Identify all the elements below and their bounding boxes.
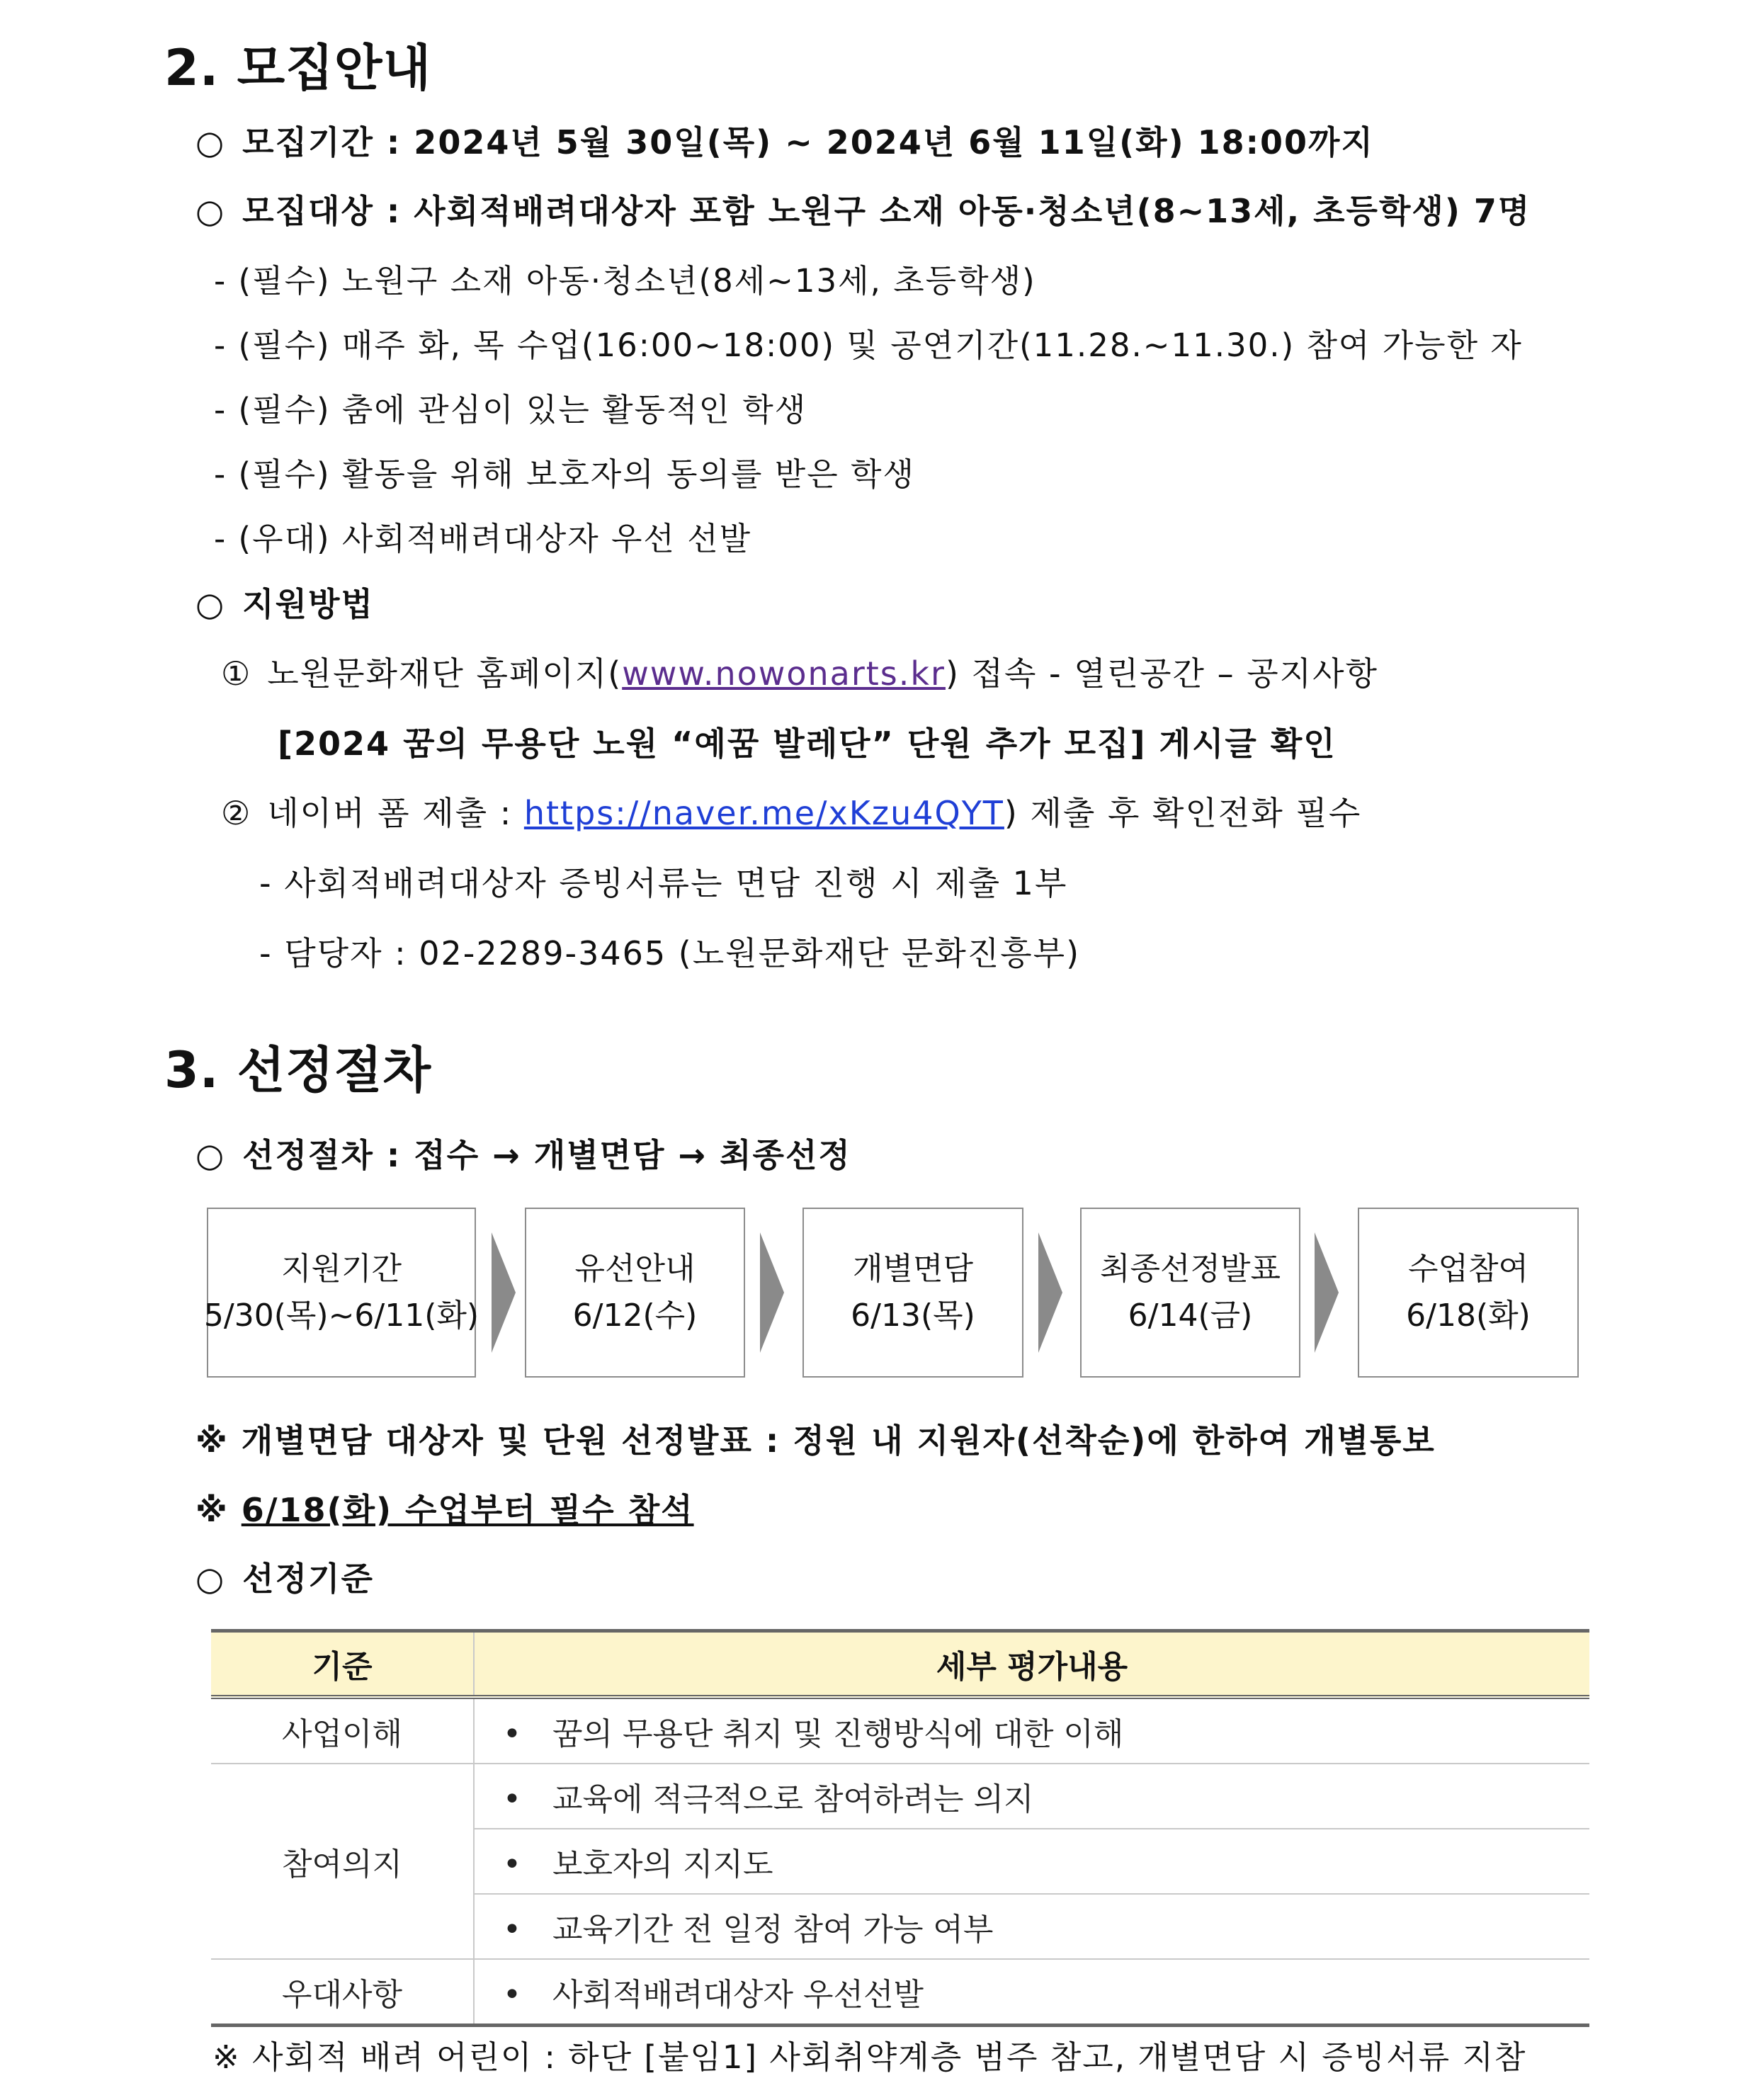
selection-criteria [195,1553,374,1600]
apply-step-1: ① 노원문화재단 홈페이지(www.nowonarts.kr) 접속 - 열린공간 – 공지사항 [221,654,1378,693]
condition-item: - (우대) 사회적배려대상자 우선 선발 [214,520,752,557]
circle-bullet-icon: ○ [195,192,226,230]
footnote: ※ 사회적 배려 어린이 : 하단 [붙임1] 사회취약계층 범주 참고, 개별면담 시 증빙서류 지참 [212,2038,1527,2076]
process-step-class: 수업참여 6/18(화) [1358,1208,1579,1378]
selection-process [195,1130,851,1176]
contact-note: - 담당자 : 02-2289-3465 (노원문화재단 문화진흥부) [259,934,1081,972]
step-number-2: ② [221,794,252,832]
selection-process-text: 선정절차 : 접수 → 개별면담 → 최종선정 [242,1136,851,1174]
bullet-dot-icon: • [503,1977,521,2013]
circle-bullet-icon: ○ [195,123,226,161]
detail-column-header: 세부 평가내용 [474,1631,1589,1698]
recruit-period-text: 모집기간 : 2024년 5월 30일(목) ~ 2024년 6월 11일(화) 18:00까지 [242,123,1374,161]
criteria-column-header: 기준 [211,1631,474,1698]
detail-cell: • 사회적배려대상자 우선선발 [474,1959,1589,2026]
apply-method [195,579,374,625]
process-step-interview: 개별면담 6/13(목) [802,1208,1023,1378]
condition-item: - (필수) 춤에 관심이 있는 활동적인 학생 [214,391,807,428]
selection-criteria-title: 선정기준 [242,1560,374,1598]
section2-heading: 2. 모집안내 [164,39,432,97]
detail-cell: • 교육기간 전 일정 참여 가능 여부 [474,1894,1589,1959]
bullet-dot-icon: • [503,1716,521,1752]
condition-item: - (필수) 활동을 위해 보호자의 동의를 받은 학생 [214,455,915,493]
attendance-note: ※ 6/18(화) 수업부터 필수 참석 [195,1491,694,1529]
condition-item: - (필수) 매주 화, 목 수업(16:00~18:00) 및 공연기간(11.28.~11.30.) 참여 가능한 자 [214,327,1523,364]
detail-cell: • 보호자의 지지도 [474,1829,1589,1894]
apply-note: - 사회적배려대상자 증빙서류는 면담 진행 시 제출 1부 [259,864,1068,902]
step-number-1: ① [221,654,252,693]
recruit-target-text: 모집대상 : 사회적배려대상자 포함 노원구 소재 아동·청소년(8~13세, 초등학생) 7명 [242,192,1531,230]
apply-step-2: ② 네이버 폼 제출 : https://naver.me/xKzu4QYT) 제출 후 확인전화 필수 [221,794,1362,832]
chevron-right-icon [492,1232,516,1353]
process-step-apply: 지원기간 5/30(목)~6/11(화) [207,1208,476,1378]
bullet-dot-icon: • [503,1912,521,1948]
chevron-right-icon [1038,1232,1062,1353]
process-step-announce: 최종선정발표 6/14(금) [1080,1208,1300,1378]
detail-cell: • 교육에 적극적으로 참여하려는 의지 [474,1764,1589,1829]
table-row [211,1697,1589,1764]
table-row [211,1959,1589,2026]
interview-note: ※ 개별면담 대상자 및 단원 선정발표 : 정원 내 지원자(선착순)에 한하여 개별통보 [195,1421,1436,1460]
apply-method-title: 지원방법 [242,585,374,623]
criterion-cell: 우대사항 [211,1959,474,2026]
circle-bullet-icon: ○ [195,1560,226,1598]
bullet-dot-icon: • [503,1781,521,1817]
condition-item: - (필수) 노원구 소재 아동·청소년(8세~13세, 초등학생) [214,262,1036,300]
recruit-period [195,117,1374,164]
notice-post-title: [2024 꿈의 무용단 노원 “예꿈 발레단” 단원 추가 모집] 게시글 확인 [278,725,1337,763]
section3-heading: 3. 선정절차 [164,1041,432,1099]
circle-bullet-icon: ○ [195,585,226,623]
naver-form-link[interactable]: https://naver.me/xKzu4QYT [523,794,1004,832]
chevron-right-icon [1315,1232,1339,1353]
homepage-link[interactable]: www.nowonarts.kr [622,654,946,693]
circle-bullet-icon: ○ [195,1136,226,1174]
criterion-cell: 사업이해 [211,1697,474,1764]
table-row [211,1764,1589,1829]
bullet-dot-icon: • [503,1846,521,1883]
chevron-right-icon [760,1232,784,1353]
criterion-cell: 참여의지 [211,1764,474,1959]
recruit-target [195,186,1531,232]
criteria-table [211,1629,1589,2027]
process-step-call: 유선안내 6/12(수) [525,1208,745,1378]
detail-cell: • 꿈의 무용단 취지 및 진행방식에 대한 이해 [474,1697,1589,1764]
